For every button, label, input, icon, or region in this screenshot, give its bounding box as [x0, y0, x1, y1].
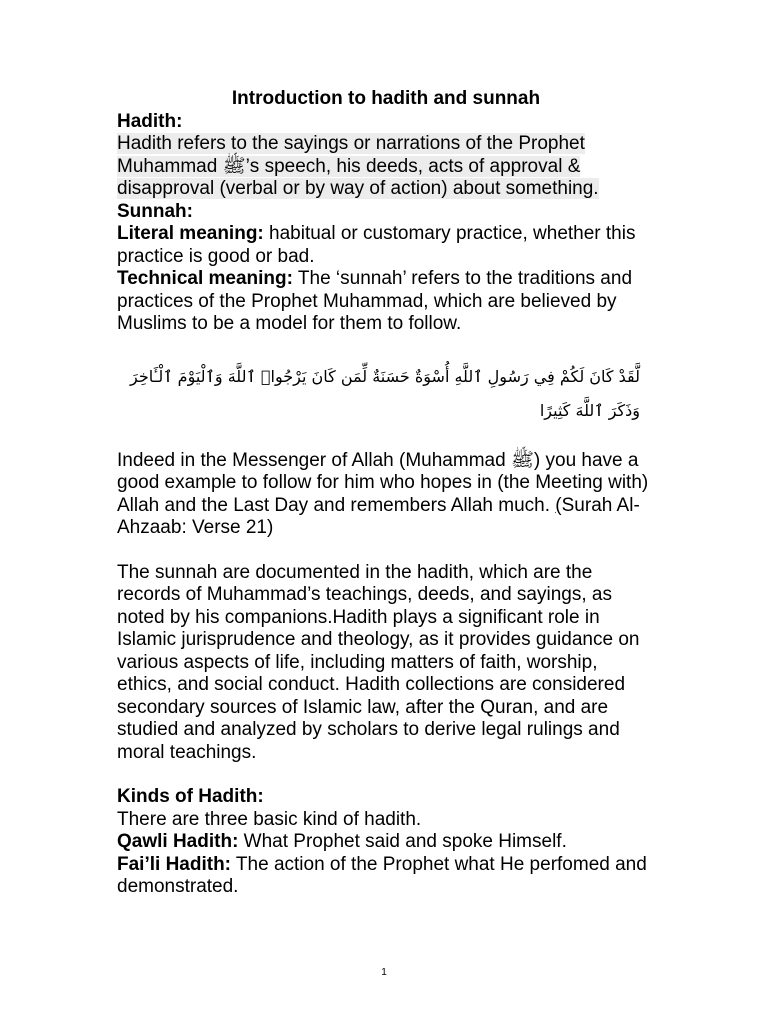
literal-meaning-text: habitual or customary practice, whether this practice is good or bad.: [117, 223, 636, 267]
sunnah-heading: Sunnah:: [117, 200, 193, 222]
faili-hadith-label: Fai’li Hadith:: [117, 853, 231, 875]
verse-translation: [117, 450, 657, 540]
literal-meaning-paragraph: [117, 223, 657, 268]
verse-translation-text: Indeed in the Messenger of Allah (Muhammad ﷺ) you have a good example to follow for him who hopes in (the Meeting with) Allah and the Last Day and remembers Allah much.: [117, 449, 649, 516]
kinds-of-hadith-heading: Kinds of Hadith:: [117, 786, 264, 807]
technical-meaning-text: The ‘sunnah’ refers to the traditions and practices of the Prophet Muhammad, which are believed by Muslims to be a model for them to follow.: [117, 268, 633, 334]
kinds-intro: There are three basic kind of hadith.: [117, 808, 422, 830]
verse-reference: Surah Al-Ahzaab: Verse 21): [117, 494, 640, 538]
verse-reference-paren: (: [555, 494, 562, 516]
qawli-hadith-paragraph: [117, 831, 657, 854]
technical-meaning-paragraph: [117, 268, 657, 336]
page-title: Introduction to hadith and sunnah: [231, 88, 541, 109]
qawli-hadith-label: Qawli Hadith:: [117, 831, 239, 852]
arabic-verse: لَّقَدْ كَانَ لَكُمْ فِي رَسُولِ ٱللَّهِ أُسْوَةٌ حَسَنَةٌ لِّمَن كَانَ يَرْجُوا۟ ٱللَّهَ وَٱلْيَوْمَ ٱلْـَٔاخِرَ وَذَكَرَ ٱللَّهَ كَثِيرًا: [130, 366, 640, 420]
faili-hadith-text: The action of the Prophet what He perfomed and demonstrated.: [117, 853, 647, 897]
hadith-definition-text: Hadith refers to the sayings or narrations of the Prophet Muhammad ﷺ’s speech, his deeds, acts of approval & disapproval (verbal or by way of action) about something.: [117, 133, 599, 199]
literal-meaning-label: Literal meaning:: [117, 223, 264, 244]
technical-meaning-label: Technical meaning:: [117, 268, 293, 289]
qawli-hadith-text: What Prophet said and spoke Himself.: [238, 831, 567, 852]
page-number: 1: [381, 967, 387, 978]
hadith-heading: Hadith:: [117, 110, 183, 132]
document-body: [117, 88, 657, 899]
faili-hadith-paragraph: [117, 854, 657, 899]
hadith-definition: [117, 133, 657, 201]
sunnah-documentation-paragraph: The sunnah are documented in the hadith, which are the records of Muhammad’s teachings, deeds, and sayings, as noted by his companions.Hadith plays a significant role in Islamic jurisprudence and theology, as it provides guidance on various aspects of life, including matters of faith, worship, ethics, and social conduct. Hadith collections are considered secondary sources of Islamic law, after the Quran, and are studied and analyzed by scholars to derive legal rulings and moral teachings.: [117, 561, 640, 763]
